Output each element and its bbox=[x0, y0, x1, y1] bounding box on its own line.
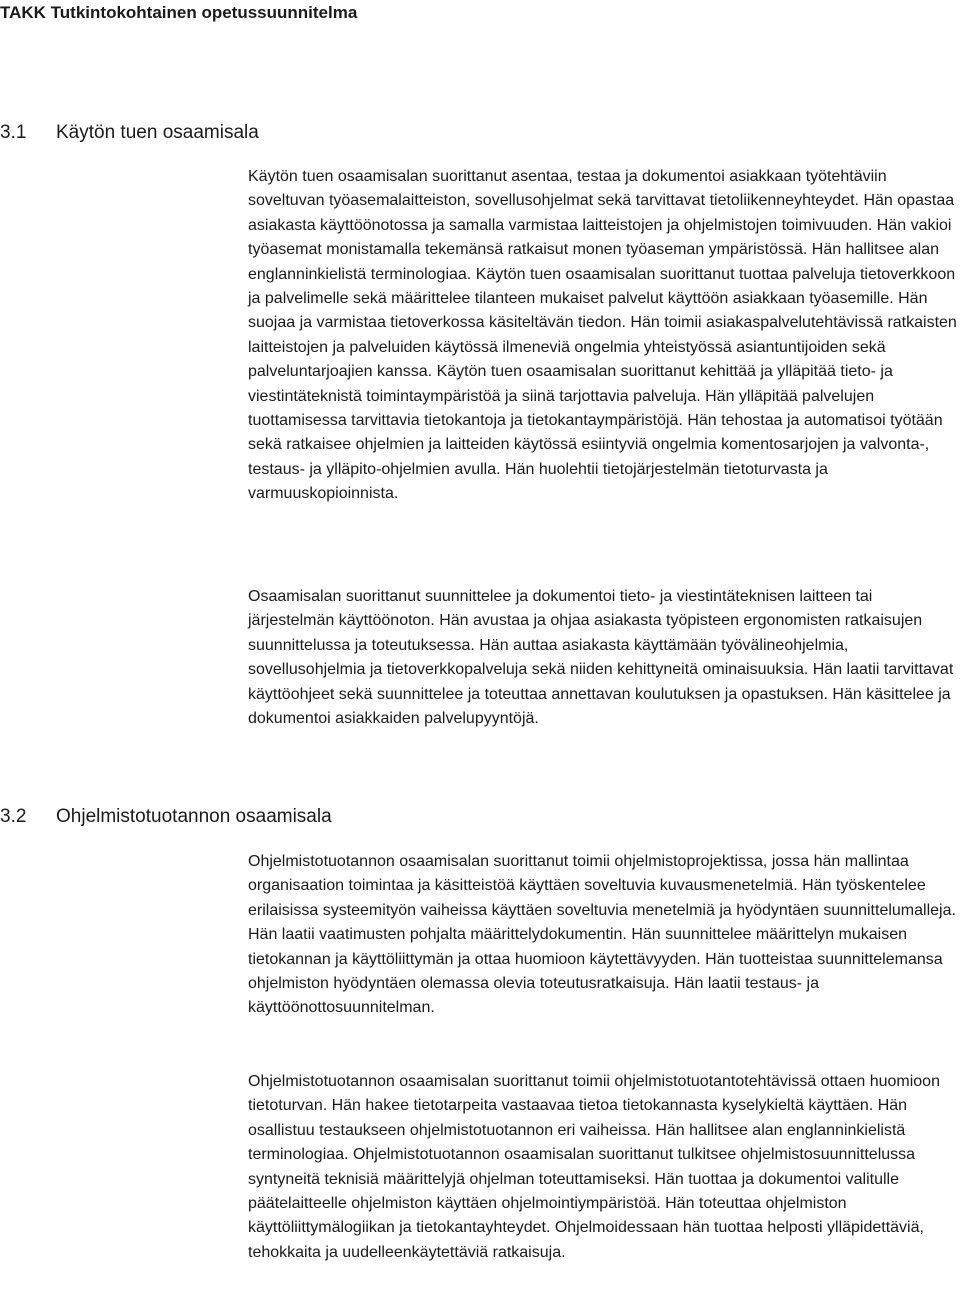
section-heading-3-1 bbox=[0, 120, 259, 146]
section-number: 3.2 bbox=[0, 806, 27, 827]
body-paragraph: Ohjelmistotuotannon osaamisalan suorittanut toimii ohjelmistoprojektissa, jossa hän mallintaa organisaation toimintaa ja käsitteistöä käyttäen soveltuvia kuvausmenetelmiä. Hän työskentelee erilaisissa systeemityön vaiheissa käyttäen soveltuvia menetelmiä ja hyödyntäen suunnittelumalleja. Hän laatii vaatimusten pohjalta määrittelydokumentin. Hän suunnittelee määrittelyn mukaisen tietokannan ja käyttöliittymän ja ottaa huomioon käytettävyyden. Hän tuotteistaa suunnittelemansa ohjelmiston hyödyntäen olemassa olevia toteutusratkaisuja. Hän laatii testaus- ja käyttöönottosuunnitelman. bbox=[248, 853, 956, 1017]
section-title: Ohjelmistotuotannon osaamisala bbox=[56, 806, 332, 827]
section-title: Käytön tuen osaamisala bbox=[56, 122, 259, 143]
body-paragraph: Käytön tuen osaamisalan suorittanut asentaa, testaa ja dokumentoi asiakkaan työtehtäviin soveltuvan työasemalaitteiston, sovellusohjelmat sekä tarvittavat tietoliikenneyhteydet. Hän opastaa asiakasta käyttöönotossa ja samalla varmistaa laitteistojen ja ohjelmistojen toimivuuden. Hän vakioi työasemat monistamalla tekemänsä ratkaisut monen työaseman ympäristössä. Hän hallitsee alan englanninkielistä terminologiaa. Käytön tuen osaamisalan suorittanut tuottaa palveluja tietoverkkoon ja palvelimelle sekä määrittelee tilanteen mukaiset palvelut käyttöön asiakkaan työasemille. Hän suojaa ja varmistaa tietoverkossa käsiteltävän tiedon. Hän toimii asiakaspalvelutehtävissä ratkaisten laitteistojen ja palveluiden käytössä ilmeneviä ongelmia yhteistyössä asiantuntijoiden sekä palveluntarjoajien kanssa. Käytön tuen osaamisalan suorittanut kehittää ja ylläpitää tieto- ja viestintäteknistä toimintaympäristöä ja siinä tarjottavia palveluja. Hän ylläpitää palvelujen tuottamisessa tarvittavia tietokantoja ja tietokantaympäristöjä. Hän tehostaa ja automatisoi työtään sekä ratkaisee ohjelmien ja laitteiden käytössä esiintyviä ongelmia komentosarjojen ja valvonta-, testaus- ja ylläpito-ohjelmien avulla. Hän huolehtii tietojärjestelmän tietoturvasta ja varmuuskopioinnista. bbox=[248, 168, 957, 503]
body-paragraph: Osaamisalan suorittanut suunnittelee ja dokumentoi tieto- ja viestintäteknisen laitteen tai järjestelmän käyttöönoton. Hän avustaa ja ohjaa asiakasta työpisteen ergonomisten ratkaisujen suunnittelussa ja toteutuksessa. Hän auttaa asiakasta käyttämään työvälineohjelmia, sovellusohjelmia ja tietoverkkopalveluja sekä niiden kehittyneitä ominaisuuksia. Hän laatii tarvittavat käyttöohjeet sekä suunnittelee ja toteuttaa annettavan koulutuksen ja opastuksen. Hän käsittelee ja dokumentoi asiakkaiden palvelupyyntöjä. bbox=[248, 588, 954, 728]
body-paragraph: Ohjelmistotuotannon osaamisalan suorittanut toimii ohjelmistotuotantotehtävissä ottaen huomioon tietoturvan. Hän hakee tietotarpeita vastaavaa tietoa tietokannasta kyselykieltä käyttäen. Hän osallistuu testaukseen ohjelmistotuotannon eri vaiheissa. Hän hallitsee alan englanninkielistä terminologiaa. Ohjelmistotuotannon osaamisalan suorittanut tulkitsee ohjelmistosuunnittelussa syntyneitä teknisiä määrittelyjä ohjelman toteuttamiseksi. Hän tuottaa ja dokumentoi valitulle päätelaitteelle ohjelmiston käyttäen ohjelmointiympäristöä. Hän toteuttaa ohjelmiston käyttöliittymälogiikan ja tietokantayhteydet. Ohjelmoidessaan hän tuottaa helposti ylläpidettäviä, tehokkaita ja uudelleenkäytettäviä ratkaisuja. bbox=[248, 1073, 940, 1261]
section-heading-3-2 bbox=[0, 804, 332, 830]
section-number: 3.1 bbox=[0, 122, 27, 143]
document-header: TAKK Tutkintokohtainen opetussuunnitelma bbox=[0, 3, 358, 22]
